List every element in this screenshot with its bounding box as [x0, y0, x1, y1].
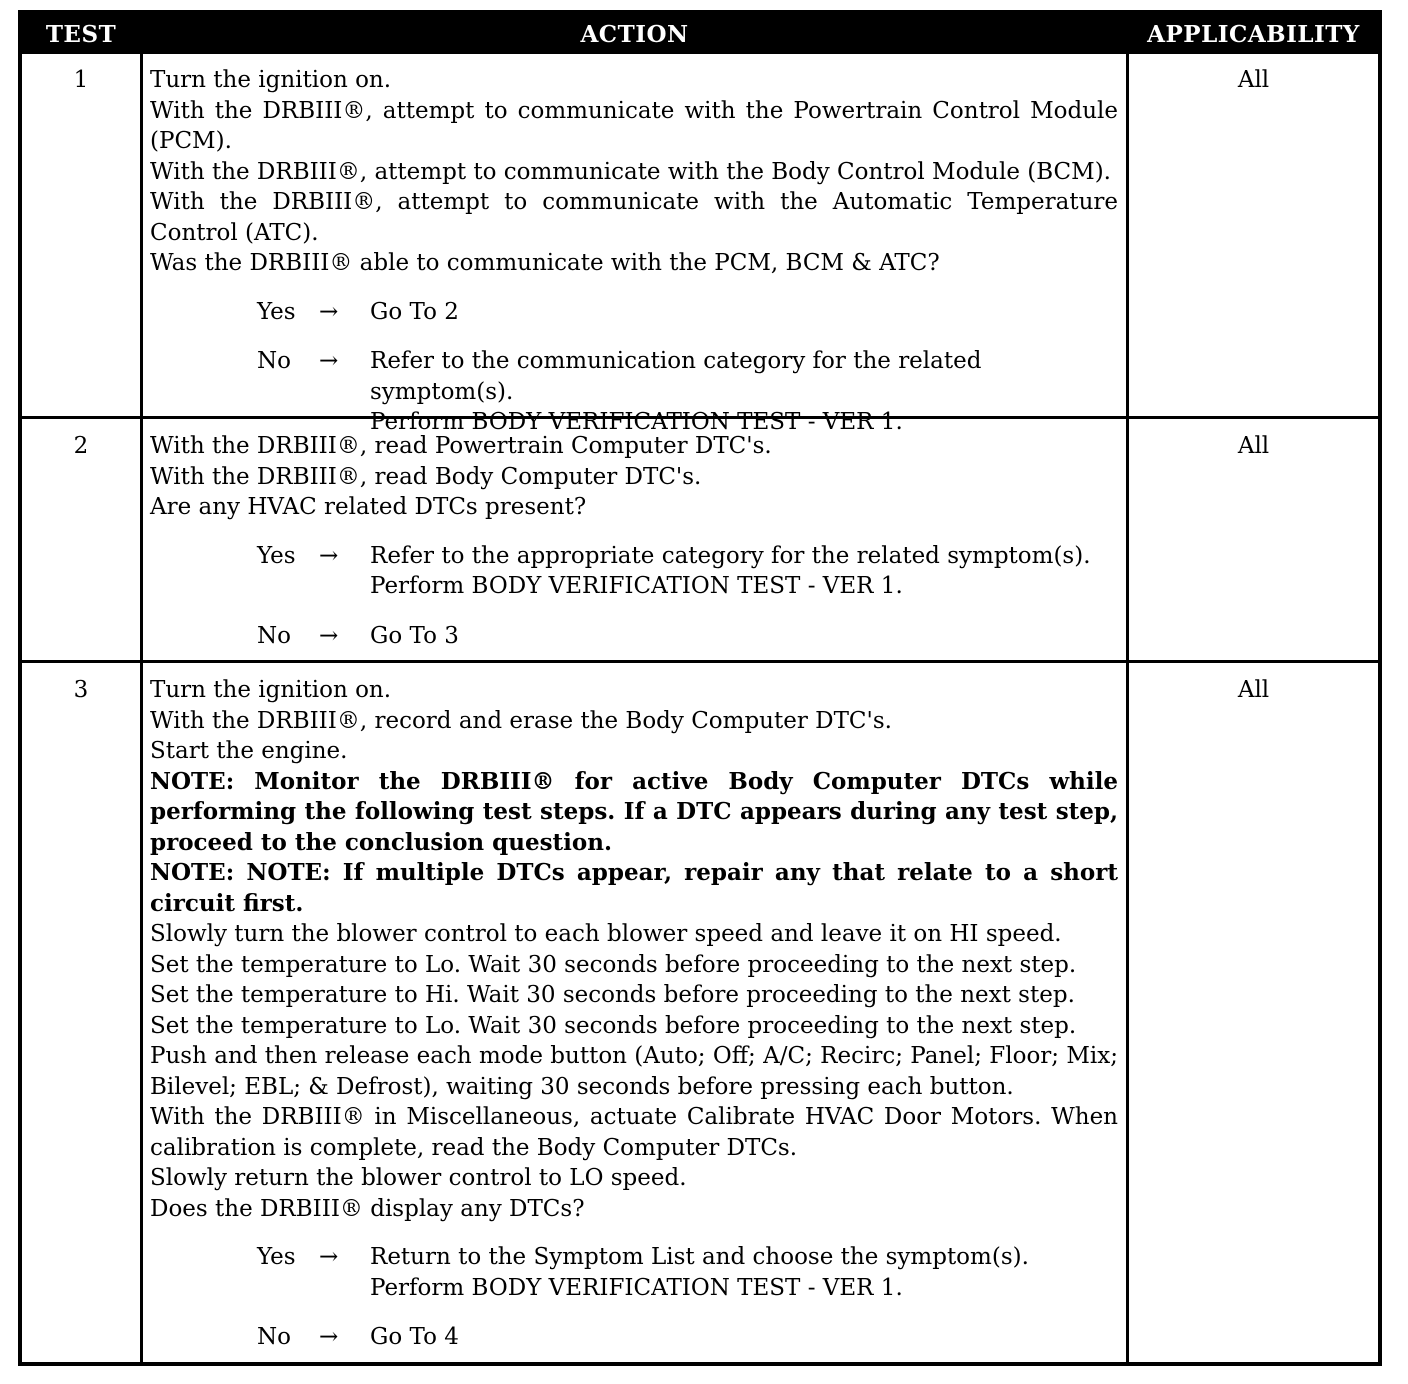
yes-branch: [150, 541, 1118, 602]
arrow-icon: →: [319, 1324, 339, 1350]
no-branch: [150, 621, 1118, 652]
action-line: Does the DRBIII® display any DTCs?: [150, 1195, 585, 1222]
yes-branch: [150, 1242, 1118, 1303]
action-line: Slowly turn the blower control to each blower speed and leave it on HI speed.: [150, 921, 1062, 947]
action-line: Was the DRBIII® able to communicate with the PCM, BCM & ATC?: [150, 250, 940, 276]
note: NOTE: Monitor the DRBIII® for active Body Computer DTCs while performing the following test steps. If a DTC appears during any test step, proceed to the conclusion question.: [150, 767, 1118, 856]
applicability-value: All: [1237, 677, 1270, 703]
header-applicability: APPLICABILITY: [1147, 21, 1360, 48]
table-header: [22, 14, 1378, 54]
yes-branch: [150, 297, 1118, 328]
answer-label: No: [257, 348, 291, 374]
action-line: With the DRBIII®, read Body Computer DTC's.: [150, 463, 702, 490]
arrow-icon: →: [319, 348, 339, 374]
branch-result: Go To 3: [370, 622, 459, 649]
test-number: 3: [73, 677, 89, 703]
branch-result: Return to the Symptom List and choose the symptom(s). Perform BODY VERIFICATION TEST - VER 1.: [370, 1244, 1029, 1301]
applicability-value: All: [1237, 67, 1270, 93]
action-line: Start the engine.: [150, 738, 348, 764]
action-line: With the DRBIII®, attempt to communicate with the Powertrain Control Module (PCM).: [150, 97, 1118, 154]
arrow-icon: →: [319, 542, 339, 569]
action-line: Push and then release each mode button (Auto; Off; A/C; Recirc; Panel; Floor; Mix; Bilevel; EBL; & Defrost), waiting 30 seconds before pressing each button.: [150, 1043, 1118, 1100]
diagnostic-table: [18, 10, 1382, 1366]
answer-label: Yes: [257, 1244, 296, 1270]
action-line: Slowly return the blower control to LO speed.: [150, 1165, 687, 1191]
arrow-icon: →: [319, 622, 339, 649]
answer-label: No: [257, 622, 291, 649]
action-line: Set the temperature to Lo. Wait 30 seconds before proceeding to the next step.: [150, 951, 1077, 978]
no-branch: [150, 1322, 1118, 1353]
arrow-icon: →: [319, 1244, 339, 1270]
action-line: Turn the ignition on.: [150, 67, 392, 93]
column-divider: [1126, 54, 1129, 1362]
action-line: Set the temperature to Hi. Wait 30 seconds before proceeding to the next step.: [150, 982, 1075, 1008]
applicability-value: All: [1237, 433, 1270, 459]
branch-result: Refer to the communication category for the related symptom(s). Perform BODY VERIFICATION TEST - VER 1.: [370, 348, 982, 435]
column-divider: [140, 54, 143, 1362]
branch-result: Go To 4: [370, 1324, 459, 1350]
row-divider: [22, 660, 1378, 663]
arrow-icon: →: [319, 298, 339, 325]
test-number: 1: [73, 67, 89, 93]
answer-label: No: [257, 1324, 291, 1350]
branch-result: Go To 2: [370, 298, 459, 325]
action-line: With the DRBIII®, record and erase the Body Computer DTC's.: [150, 707, 892, 734]
action-cell: [150, 431, 1118, 651]
action-line: With the DRBIII® in Miscellaneous, actuate Calibrate HVAC Door Motors. When calibration is complete, read the Body Computer DTCs.: [150, 1104, 1118, 1161]
header-action: ACTION: [580, 21, 689, 48]
action-cell: [150, 675, 1118, 1353]
action-line: With the DRBIII®, attempt to communicate with the Automatic Temperature Control (ATC).: [150, 189, 1118, 246]
no-branch: [150, 346, 1118, 438]
note: NOTE: NOTE: If multiple DTCs appear, repair any that relate to a short circuit first.: [150, 859, 1118, 917]
answer-label: Yes: [257, 298, 296, 325]
test-number: 2: [73, 433, 89, 459]
action-cell: [150, 65, 1118, 438]
header-test: TEST: [45, 21, 117, 48]
action-line: Turn the ignition on.: [150, 677, 392, 703]
action-line: Are any HVAC related DTCs present?: [150, 494, 587, 520]
action-line: Set the temperature to Lo. Wait 30 seconds before proceeding to the next step.: [150, 1012, 1077, 1039]
branch-result: Refer to the appropriate category for the related symptom(s). Perform BODY VERIFICATION TEST - VER 1.: [370, 542, 1091, 599]
action-line: With the DRBIII®, read Powertrain Computer DTC's.: [150, 433, 772, 459]
action-line: With the DRBIII®, attempt to communicate with the Body Control Module (BCM).: [150, 158, 1111, 185]
answer-label: Yes: [257, 542, 296, 569]
